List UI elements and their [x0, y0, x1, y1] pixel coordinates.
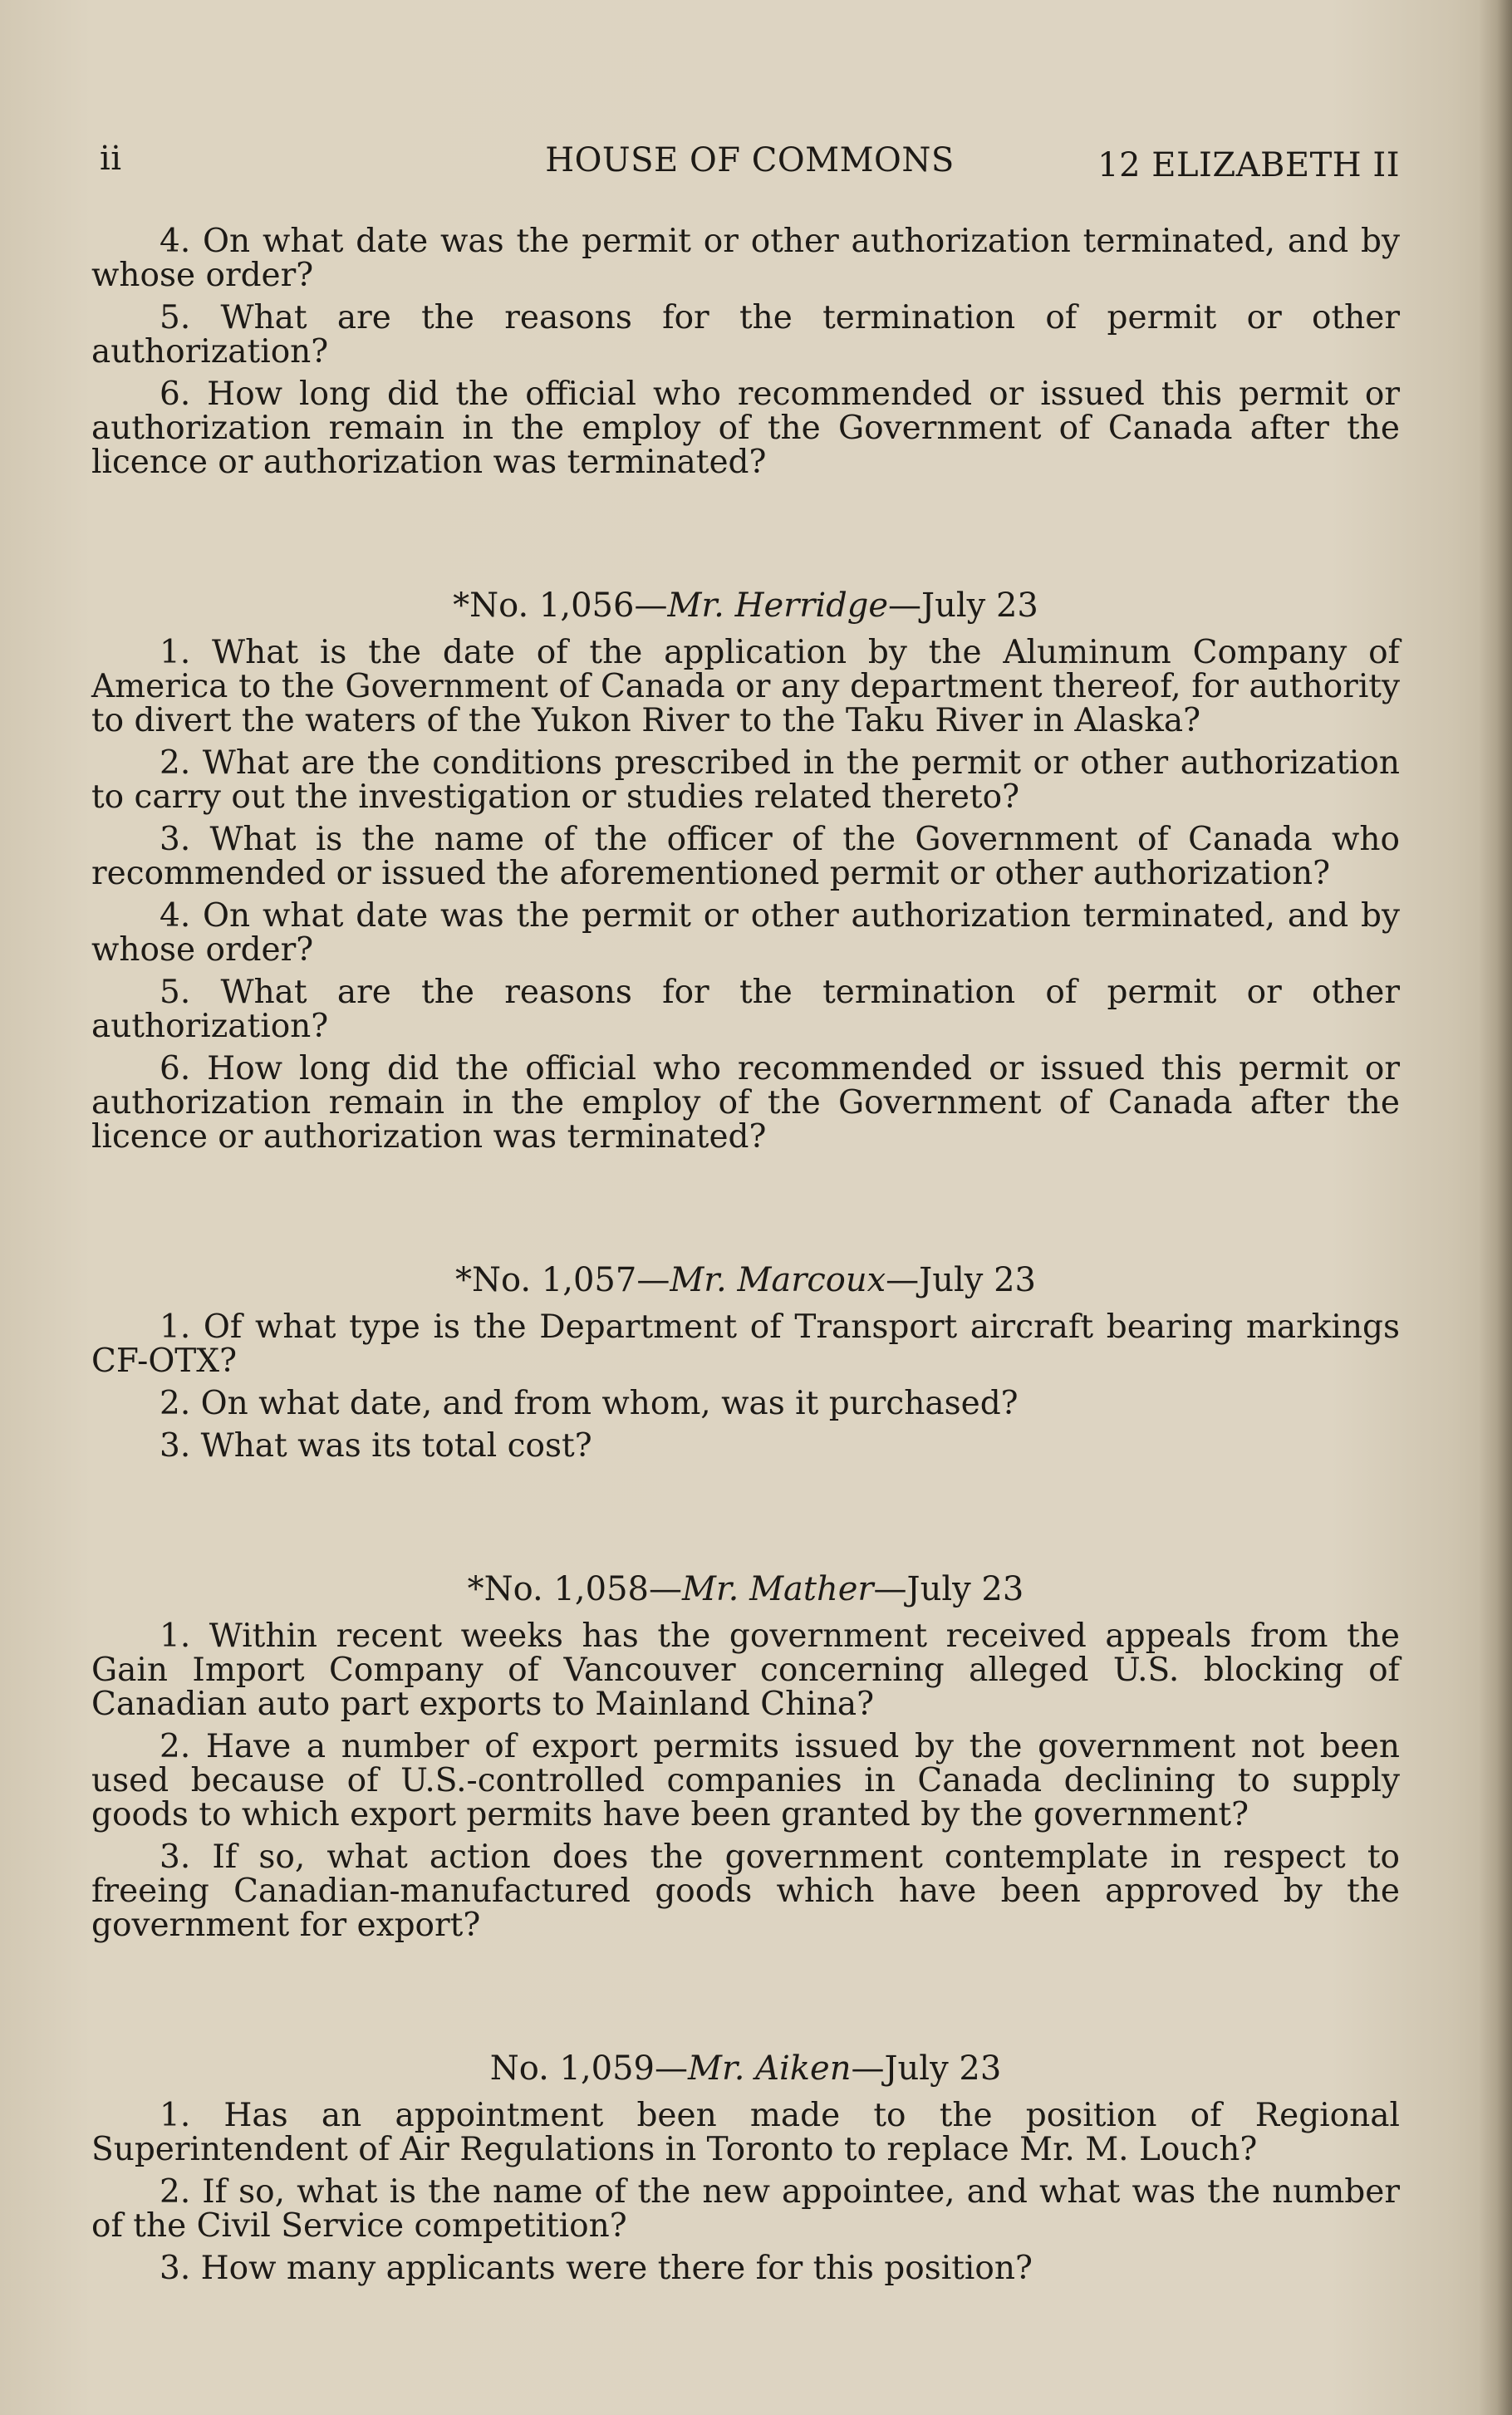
question-item: 2. On what date, and from whom, was it purchased?	[160, 1385, 1019, 1422]
question-item: 3. What was its total cost?	[160, 1427, 592, 1465]
question-item: 2. If so, what is the name of the new appointee, and what was the number of the Civil Service competition?	[91, 2173, 1400, 2245]
question-item: 3. What is the name of the officer of the Government of Canada who recommended or issued the aforementioned permit or other authorization?	[91, 821, 1400, 892]
question-item: 2. Have a number of export permits issued by the government not been used because of U.S.-controlled companies in Canada declining to supply goods to which export permits have been granted by the government?	[91, 1728, 1400, 1833]
continued-question	[91, 224, 1400, 479]
question-1057	[91, 1262, 1400, 1463]
question-item: 2. What are the conditions prescribed in the permit or other authorization to carry out the investigation or studies related thereto?	[91, 744, 1400, 816]
question-1056	[91, 587, 1400, 1154]
running-header	[100, 140, 1400, 189]
question-item: 1. Has an appointment been made to the position of Regional Superintendent of Air Regulations in Toronto to replace Mr. M. Louch?	[91, 2097, 1400, 2168]
question-item: 6. How long did the official who recommended or issued this permit or authorization remain in the employ of the Government of Canada after the licence or authorization was terminated?	[91, 376, 1400, 481]
question-item: 1. Within recent weeks has the government received appeals from the Gain Import Company of Vancouver concerning alleged U.S. blocking of Canadian auto part exports to Mainland China?	[91, 1617, 1400, 1723]
question-item: 6. How long did the official who recommended or issued this permit or authorization remain in the employ of the Government of Canada after the licence or authorization was terminated?	[91, 1050, 1400, 1156]
question-1058	[91, 1571, 1400, 1942]
question-item: 3. How many applicants were there for this position?	[160, 2250, 1033, 2287]
member-name: Mr. Mather	[681, 1570, 874, 1608]
member-name: Mr. Aiken	[688, 2049, 852, 2088]
question-heading: *No. 1,056—Mr. Herridge—July 23	[453, 587, 1038, 625]
header-title: HOUSE OF COMMONS	[545, 141, 955, 179]
question-1059	[91, 2050, 1400, 2285]
page-content	[91, 224, 1400, 2294]
question-item: 4. On what date was the permit or other authorization terminated, and by whose order?	[91, 223, 1400, 294]
member-name: Mr. Herridge	[667, 587, 889, 625]
question-item: 3. If so, what action does the government contemplate in respect to freeing Canadian-manufactured goods which have been approved by the government for export?	[91, 1838, 1400, 1944]
question-heading: No. 1,059—Mr. Aiken—July 23	[489, 2049, 1002, 2088]
question-item: 5. What are the reasons for the termination of permit or other authorization?	[91, 299, 1400, 371]
page-spine-shadow	[1479, 0, 1512, 2415]
header-reign: 12 ELIZABETH II	[1097, 146, 1400, 184]
question-item: 4. On what date was the permit or other authorization terminated, and by whose order?	[91, 897, 1400, 969]
question-heading: *No. 1,057—Mr. Marcoux—July 23	[455, 1261, 1036, 1299]
question-item: 5. What are the reasons for the termination of permit or other authorization?	[91, 974, 1400, 1045]
member-name: Mr. Marcoux	[670, 1261, 886, 1299]
page-number: ii	[100, 140, 122, 178]
question-heading: *No. 1,058—Mr. Mather—July 23	[467, 1570, 1024, 1608]
question-item: 1. What is the date of the application by the Aluminum Company of America to the Government of Canada or any department thereof, for authority to divert the waters of the Yukon River to the Taku River in Alaska?	[91, 634, 1400, 739]
question-item: 1. Of what type is the Department of Transport aircraft bearing markings CF-OTX?	[91, 1308, 1400, 1380]
